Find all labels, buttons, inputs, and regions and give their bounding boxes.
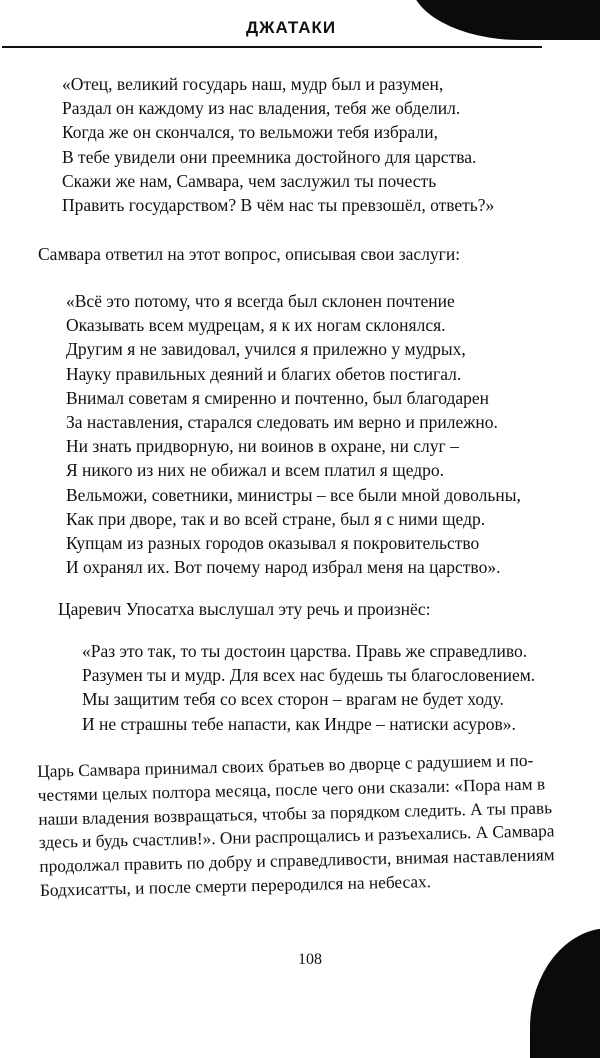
- verse-line: Разумен ты и мудр. Для всех нас будешь ты благословением.: [82, 665, 536, 686]
- verse-line: «Раз это так, то ты достоин царства. Правь же справедливо.: [82, 641, 528, 661]
- verse-line: Науку правильных деяний и благих обетов постигал.: [66, 363, 462, 384]
- verse-line: Править государством? В чём нас ты превзошёл, ответь?»: [62, 194, 495, 215]
- verse-line: Я никого из них не обижал и всем платил я щедро.: [66, 460, 445, 481]
- verse-line: За наставления, старался следовать им верно и прилежно.: [66, 411, 498, 432]
- paragraph-line: наши владения возвращаться, чтобы за порядком следить. А ты правь: [38, 797, 553, 829]
- verse-line: Другим я не завидовал, учился я прилежно у мудрых,: [66, 339, 466, 360]
- verse-line: Скажи же нам, Самвара, чем заслужил ты почесть: [62, 170, 437, 191]
- verse-block-2: [66, 289, 521, 579]
- verse-line: «Отец, великий государь наш, мудр был и разумен,: [62, 74, 444, 94]
- verse-block-3: [82, 639, 535, 736]
- final-paragraph: [37, 748, 585, 903]
- verse-line: Купцам из разных городов оказывал я покровительство: [66, 532, 480, 553]
- running-header: ДЖАТАКИ: [246, 18, 337, 37]
- page-corner-shadow-bottom: [530, 928, 600, 1058]
- prose-line-2: Царевич Упосатха выслушал эту речь и произнёс:: [58, 599, 431, 619]
- page-corner-shadow-top: [410, 0, 600, 40]
- paragraph-line: честями целых полтора месяца, после чего они сказали: «Пора нам в: [37, 774, 546, 805]
- verse-line: Внимал советам я смиренно и почтенно, был благодарен: [66, 387, 490, 408]
- verse-line: Раздал он каждому из нас владения, тебя же обделил.: [62, 98, 461, 119]
- paragraph-line: здесь и будь счастлив!». Они распрощались и разъехались. А Самвара: [38, 821, 555, 853]
- verse-line: В тебе увидели они преемника достойного для царства.: [62, 146, 477, 167]
- prose-line-1: Самвара ответил на этот вопрос, описывая свои заслуги:: [38, 244, 461, 264]
- paragraph-line: Бодхисатты, и после смерти переродился на небесах.: [39, 872, 432, 900]
- verse-line: Когда же он скончался, то вельможи тебя избрали,: [62, 122, 438, 143]
- verse-line: Как при дворе, так и во всей стране, был я с ними щедр.: [66, 508, 486, 529]
- verse-line: Оказывать всем мудрецам, я к их ногам склонялся.: [66, 315, 446, 336]
- verse-line: И охранял их. Вот почему народ избрал меня на царство».: [66, 557, 501, 578]
- verse-line: Мы защитим тебя со всех сторон – врагам не будет ходу.: [82, 689, 504, 710]
- verse-line: Ни знать придворную, ни воинов в охране, ни слуг –: [66, 436, 459, 457]
- verse-line: «Всё это потому, что я всегда был склонен почтение: [66, 291, 455, 311]
- paragraph-line: Царь Самвара принимал своих братьев во дворце с радушием и по-: [37, 750, 534, 781]
- page-number: 108: [298, 951, 322, 968]
- verse-line: Вельможи, советники, министры – все были мной довольны,: [66, 484, 521, 505]
- header-rule: [2, 46, 542, 48]
- verse-line: И не страшны тебе напасти, как Индре – натиски асуров».: [82, 713, 516, 734]
- paragraph-line: продолжал править по добру и справедливости, внимая наставлениям: [39, 845, 555, 877]
- verse-block-1: [62, 72, 494, 217]
